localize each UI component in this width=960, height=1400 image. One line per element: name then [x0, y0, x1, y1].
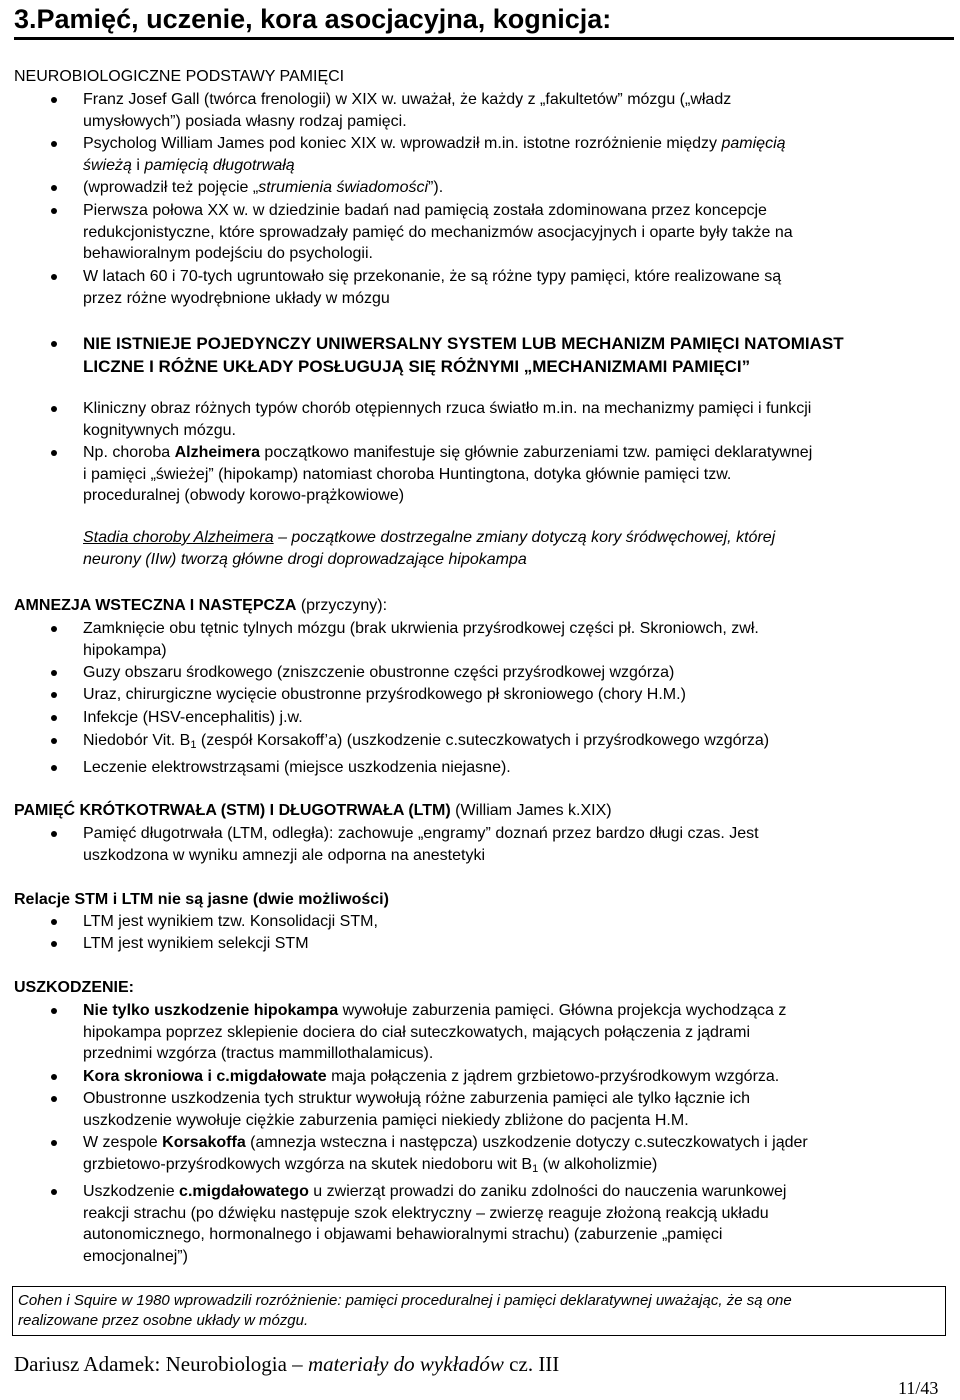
bullet-icon	[51, 97, 57, 103]
boxed-note	[12, 1286, 946, 1336]
list-item	[83, 200, 941, 265]
italic-paragraph	[83, 527, 941, 570]
bullet-icon	[51, 450, 57, 456]
text-line: hipokampa)	[83, 641, 167, 659]
list-item	[83, 684, 941, 706]
text-line: Kora skroniowa i c.migdałowate maja połączenia z jądrem grzbietowo-przyśrodkowym wzgórza.	[83, 1068, 780, 1085]
text-line: Np. choroba Alzheimera początkowo manifestuje się głównie zaburzeniami tzw. pamięci deklaratywnej	[83, 444, 813, 461]
bullet-icon	[51, 738, 57, 744]
list-item	[83, 911, 941, 933]
bullet-icon	[51, 406, 57, 412]
bullet-icon	[51, 765, 57, 771]
list-item-emphasis	[83, 332, 941, 378]
bullet-icon	[51, 341, 57, 347]
list-item	[83, 662, 941, 684]
list-item	[83, 707, 941, 729]
text-line: hipokampa poprzez sklepienie dociera do ciał suteczkowatych, mających połączenia z jądrami	[83, 1023, 751, 1041]
text-line: proceduralnej (obwody korowo-prążkowiowe)	[83, 487, 405, 504]
bullet-icon	[51, 1074, 57, 1080]
text-line: LTM jest wynikiem tzw. Konsolidacji STM,	[83, 913, 378, 930]
list-item	[83, 1066, 941, 1088]
list-item	[83, 823, 941, 866]
text-line: grzbietowo-przyśrodkowych wzgórza na skutek niedoboru wit $B_1$ (w alkoholizmie)	[83, 1155, 658, 1175]
section-heading-neurobiology: NEUROBIOLOGICZNE PODSTAWY PAMIĘCI	[14, 68, 345, 85]
list-item	[83, 933, 941, 955]
text-line: redukcjonistyczne, które sprowadzały pamięć do mechanizmów asocjacyjnych i oparte były także na	[83, 223, 793, 241]
text-line: Stadia choroby Alzheimera – początkowe dostrzegalne zmiany dotyczą kory śródwęchowej, której	[83, 529, 776, 546]
bullet-icon	[51, 670, 57, 676]
bullet-icon	[51, 274, 57, 280]
bullet-icon	[51, 941, 57, 947]
page-title: 3.Pamięć, uczenie, kora asocjacyjna, kognicja:	[14, 2, 954, 40]
text-line: LTM jest wynikiem selekcji STM	[83, 935, 309, 952]
bullet-icon	[51, 1096, 57, 1102]
text-line: Guzy obszaru środkowego (zniszczenie obustronne części przyśrodkowej wzgórza)	[83, 664, 675, 681]
text-line: Zamknięcie obu tętnic tylnych mózgu (brak ukrwienia przyśrodkowej części pł. Skroniowch, zwł.	[83, 620, 759, 637]
text-line: uszkodzenie wywołuje ciężkie zaburzenia pamięci niekiedy zbliżone do pacjenta H.M.	[83, 1111, 689, 1129]
text-line: Infekcje (HSV-encephalitis) j.w.	[83, 709, 303, 726]
text-line: Niedobór Vit. $B_1$ (zespół Korsakoff’a) (uszkodzenie c.suteczkowatych i przyśrodkowego wzgórza)	[83, 732, 770, 751]
text-line: autonomicznego, hormonalnego i objawami behawioralnymi strachu) (zaburzenie „pamięci	[83, 1226, 723, 1243]
bullet-icon	[51, 626, 57, 632]
section-heading-stm-ltm: PAMIĘĆ KRÓTKOTRWAŁA (STM) I DŁUGOTRWAŁA (LTM) (William James k.XIX)	[14, 802, 612, 819]
text-line: uszkodzona w wyniku amnezji ale odporna na anestetyki	[83, 846, 486, 864]
text-line: Obustronne uszkodzenia tych struktur wywołują różne zaburzenia pamięci ale tylko łącznie ich	[83, 1090, 750, 1107]
list-item	[83, 442, 941, 507]
bullet-icon	[51, 1140, 57, 1146]
text-line: Pamięć długotrwała (LTM, odległa): zachowuje „engramy” doznań przez bardzo długi czas. Jest	[83, 825, 759, 842]
list-item	[83, 89, 941, 132]
list-item	[83, 730, 941, 757]
footer: Dariusz Adamek: Neurobiologia – materiały do wykładów cz. III	[14, 1352, 560, 1376]
list-item	[83, 1000, 941, 1065]
list-item	[83, 177, 941, 199]
text-line: Nie tylko uszkodzenie hipokampa wywołuje zaburzenia pamięci. Główna projekcja wychodząca z	[83, 1002, 787, 1019]
text-line: i pamięci „świeżej” (hipokamp) natomiast choroba Huntingtona, dotyka głównie pamięci tzw.	[83, 465, 732, 483]
text-line: świeżą i pamięcią długotrwałą	[83, 156, 295, 174]
bullet-icon	[51, 715, 57, 721]
text-line: kognitywnych mózgu.	[83, 421, 236, 439]
text-line: NIE ISTNIEJE POJEDYNCZY UNIWERSALNY SYSTEM LUB MECHANIZM PAMIĘCI NATOMIAST	[83, 334, 844, 353]
text-line: LICZNE I RÓŻNE UKŁADY POSŁUGUJĄ SIĘ RÓŻNYMI „MECHANIZMAMI PAMIĘCI”	[83, 357, 751, 376]
list-item	[83, 1181, 941, 1267]
list-item	[83, 618, 941, 661]
text-line: Psycholog William James pod koniec XIX w. wprowadził m.in. istotne rozróżnienie między pamięcią	[83, 135, 786, 152]
bullet-icon	[51, 208, 57, 214]
text-line: przez różne wyodrębnione układy w mózgu	[83, 289, 390, 307]
text-line: W zespole Korsakoffa (amnezja wsteczna i następcza) uszkodzenie dotyczy c.suteczkowatych i jąder	[83, 1134, 808, 1151]
list-item	[83, 398, 941, 441]
text-line: emocjonalnej”)	[83, 1247, 188, 1265]
list-item	[83, 757, 941, 779]
text-line: Pierwsza połowa XX w. w dziedzinie badań nad pamięcią została zdominowana przez koncepcje	[83, 202, 767, 219]
bullet-icon	[51, 1008, 57, 1014]
text-line: neurony (IIw) tworzą główne drogi doprowadzające hipokampa	[83, 550, 527, 568]
text-line: behawioralnym podejściu do psychologii.	[83, 245, 373, 262]
text-line: (wprowadził też pojęcie „strumienia świadomości”).	[83, 179, 444, 196]
bullet-icon	[51, 831, 57, 837]
text-line: umysłowych”) posiada własny rodzaj pamięci.	[83, 112, 407, 130]
bullet-icon	[51, 692, 57, 698]
text-line: Cohen i Squire w 1980 wprowadzili rozróżnienie: pamięci proceduralnej i pamięci deklaratywnej uważając, że są one	[18, 1292, 792, 1309]
list-item	[83, 133, 941, 176]
list-item	[83, 266, 941, 309]
text-line: reakcji strachu (po dźwięku następuje szok elektryczny – zwierzę reaguje złożoną reakcją układu	[83, 1204, 769, 1222]
text-line: Kliniczny obraz różnych typów chorób otępiennych rzuca światło m.in. na mechanizmy pamięci i funkcji	[83, 400, 812, 417]
text-line: Uraz, chirurgiczne wycięcie obustronne przyśrodkowego pł skroniowego (chory H.M.)	[83, 686, 686, 703]
text-line: Leczenie elektrowstrząsami (miejsce uszkodzenia niejasne).	[83, 759, 511, 776]
section-heading-amnesia: AMNEZJA WSTECZNA I NASTĘPCZA (przyczyny):	[14, 597, 388, 614]
text-line: W latach 60 i 70-tych ugruntowało się przekonanie, że są różne typy pamięci, które realizowane są	[83, 268, 782, 285]
bullet-icon	[51, 141, 57, 147]
text-line: Franz Josef Gall (twórca frenologii) w XIX w. uważał, że każdy z „fakultetów” mózgu („władz	[83, 91, 732, 108]
text-line: realizowane przez osobne układy w mózgu.	[18, 1312, 309, 1329]
section-heading-damage: USZKODZENIE:	[14, 979, 134, 996]
page-number: 11/43	[898, 1378, 939, 1398]
list-item	[83, 1088, 941, 1131]
bullet-icon	[51, 1189, 57, 1195]
text-line: Uszkodzenie c.migdałowatego u zwierząt prowadzi do zaniku zdolności do nauczenia warunkowej	[83, 1183, 787, 1200]
text-line: przednimi wzgórza (tractus mammillothalamicus).	[83, 1045, 434, 1062]
list-item	[83, 1132, 941, 1180]
bullet-icon	[51, 185, 57, 191]
bullet-icon	[51, 919, 57, 925]
section-heading-relations: Relacje STM i LTM nie są jasne (dwie możliwości)	[14, 891, 389, 908]
